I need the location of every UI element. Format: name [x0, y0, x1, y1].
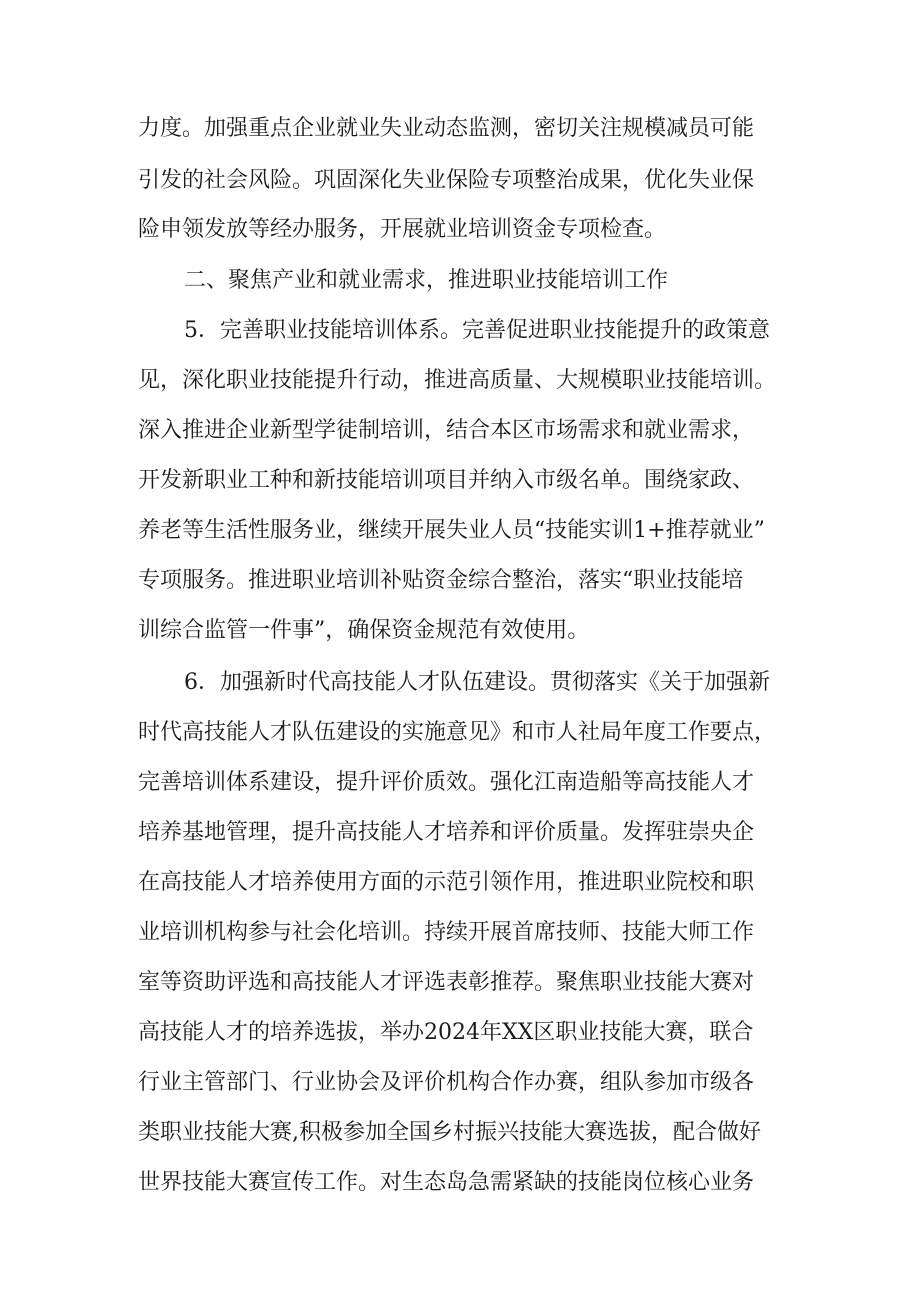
text-line: 业培训机构参与社会化培训。持续开展首席技师、技能大师工作 — [138, 920, 755, 945]
text-line: 力度。加强重点企业就业失业动态监测，密切关注规模减员可能 — [138, 116, 755, 141]
text-line: 开发新职业工种和新技能培训项目并纳入市级名单。围绕家政、 — [138, 468, 755, 493]
text-line: 类职业技能大赛,积极参加全国乡村振兴技能大赛选拔，配合做好 — [138, 1120, 761, 1145]
text-line: 5．完善职业技能培训体系。完善促进职业技能提升的政策意 — [184, 318, 770, 343]
text-line: 6．加强新时代高技能人才队伍建设。贯彻落实《关于加强新 — [184, 670, 770, 695]
text-line: 在高技能人才培养使用方面的示范引领作用，推进职业院校和职 — [138, 870, 755, 895]
text-line: 险申领发放等经办服务，开展就业培训资金专项检查。 — [138, 217, 667, 242]
section-heading: 二、聚焦产业和就业需求，推进职业技能培训工作 — [184, 268, 669, 293]
text-line: 养老等生活性服务业，继续开展失业人员“技能实训1+推荐就业” — [138, 518, 765, 543]
text-line: 行业主管部门、行业协会及评价机构合作办赛，组队参加市级各 — [138, 1070, 755, 1095]
text-line: 室等资助评选和高技能人才评选表彰推荐。聚焦职业技能大赛对 — [138, 970, 755, 995]
text-line: 深入推进企业新型学徒制培训，结合本区市场需求和就业需求， — [138, 418, 755, 443]
text-line: 见，深化职业技能提升行动，推进高质量、大规模职业技能培训。 — [138, 368, 777, 393]
text-line: 完善培训体系建设，提升评价质效。强化江南造船等高技能人才 — [138, 770, 755, 795]
text-line: 世界技能大赛宣传工作。对生态岛急需紧缺的技能岗位核心业务 — [138, 1170, 755, 1195]
text-line: 专项服务。推进职业培训补贴资金综合整治，落实“职业技能培 — [138, 568, 744, 593]
text-line: 训综合监管一件事”，确保资金规范有效使用。 — [138, 618, 590, 643]
text-line: 时代高技能人才队伍建设的实施意见》和市人社局年度工作要点， — [138, 720, 777, 745]
text-line: 引发的社会风险。巩固深化失业保险专项整治成果，优化失业保 — [138, 168, 755, 193]
text-line: 培养基地管理，提升高技能人才培养和评价质量。发挥驻崇央企 — [138, 820, 755, 845]
text-line: 高技能人才的培养选拔，举办2024年XX区职业技能大赛，联合 — [138, 1020, 754, 1045]
